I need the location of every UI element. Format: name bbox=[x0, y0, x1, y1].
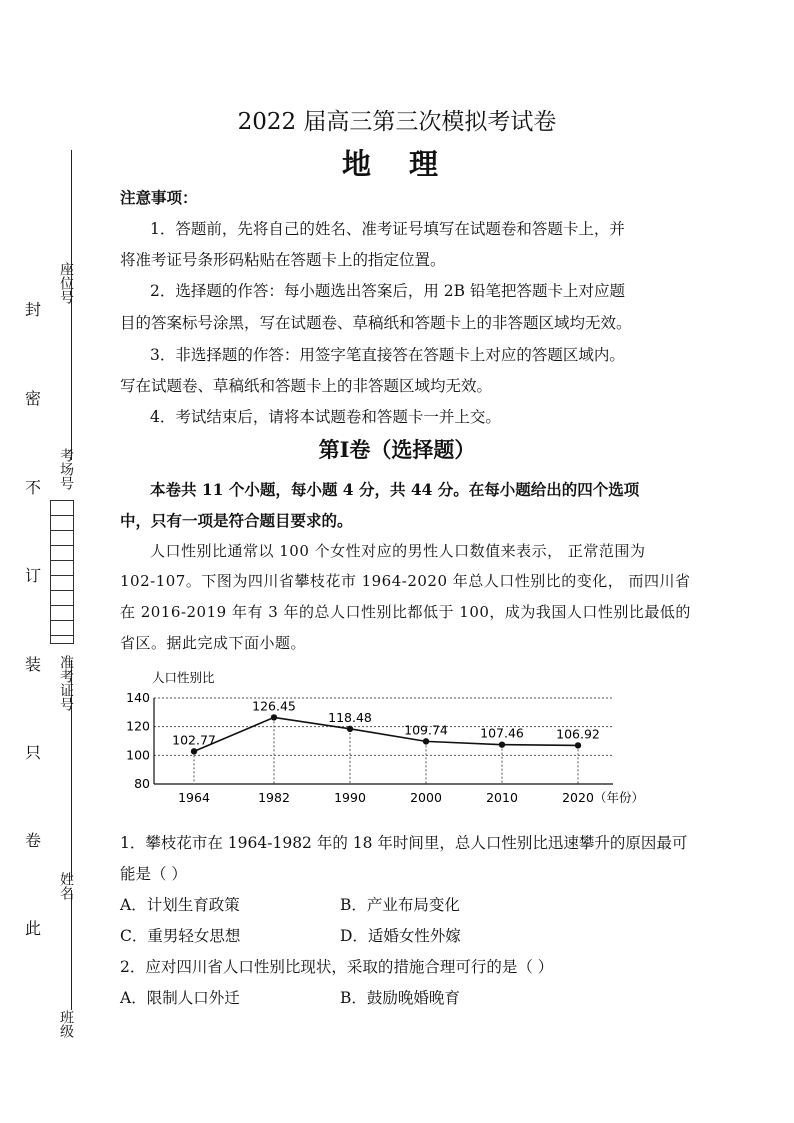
notice-item-4: 4．考试结束后，请将本试题卷和答题卡一并上交。 bbox=[150, 408, 501, 426]
passage-line-3: 在 2016-2019 年有 3 年的总人口性别比都低于 100，成为我国人口性别比最低的 bbox=[120, 603, 691, 621]
y-tick-120: 120 bbox=[126, 718, 150, 734]
data-point-2010 bbox=[499, 741, 505, 747]
q1-option-d[interactable]: D．适婚女性外嫁 bbox=[340, 927, 461, 945]
seal-char-2: 密 bbox=[25, 389, 42, 408]
data-point-1990 bbox=[347, 726, 353, 732]
name-label: 姓名 bbox=[58, 872, 74, 900]
notice-item-3b: 写在试题卷、草稿纸和答题卡上的非答题区域均无效。 bbox=[120, 377, 493, 395]
q2-option-a[interactable]: A．限制人口外迁 bbox=[120, 989, 240, 1007]
x-tick-2020: 2020 bbox=[562, 790, 594, 805]
data-label-1964: 102.77 bbox=[172, 732, 216, 748]
data-point-2000 bbox=[423, 738, 429, 744]
data-label-2010: 107.46 bbox=[480, 725, 524, 741]
notice-item-1b: 将准考证号条形码粘贴在答题卡上的指定位置。 bbox=[120, 251, 446, 269]
ticket-number-label: 准考证号 bbox=[58, 655, 74, 711]
notice-heading: 注意事项： bbox=[120, 188, 198, 207]
chart-svg bbox=[118, 664, 648, 814]
data-label-1982: 126.45 bbox=[252, 698, 296, 714]
seal-char-6: 只 bbox=[25, 743, 42, 762]
section-title: 第Ⅰ卷（选择题） bbox=[318, 437, 476, 462]
y-tick-80: 80 bbox=[134, 776, 150, 791]
section-instructions-a: 本卷共 11 个小题，每小题 4 分，共 44 分。在每小题给出的四个选项 bbox=[150, 480, 640, 499]
seal-char-3: 不 bbox=[25, 478, 42, 497]
subject-title: 地 理 bbox=[341, 147, 453, 181]
q1-option-b[interactable]: B．产业布局变化 bbox=[340, 896, 460, 914]
ticket-number-boxes bbox=[50, 500, 74, 644]
y-tick-100: 100 bbox=[126, 747, 150, 763]
seal-char-4: 订 bbox=[25, 566, 42, 585]
q1-option-a[interactable]: A．计划生育政策 bbox=[120, 896, 240, 914]
passage-line-1: 人口性别比通常以 100 个女性对应的男性人口数值来表示， 正常范围为 bbox=[150, 542, 646, 560]
notice-item-3a: 3．非选择题的作答：用签字笔直接答在答题卡上对应的答题区域内。 bbox=[150, 346, 625, 364]
data-point-1964 bbox=[191, 748, 197, 754]
seal-char-8: 此 bbox=[25, 919, 42, 938]
x-tick-1990: 1990 bbox=[334, 790, 366, 805]
passage-line-2: 102-107。下图为四川省攀枝花市 1964-2020 年总人口性别比的变化， 而四川省 bbox=[120, 572, 691, 590]
notice-item-2a: 2．选择题的作答：每小题选出答案后，用 2B 铅笔把答题卡上对应题 bbox=[150, 282, 625, 300]
seal-char-5: 装 bbox=[25, 655, 42, 674]
x-tick-2000: 2000 bbox=[410, 790, 442, 805]
class-label: 班级 bbox=[58, 1010, 74, 1038]
x-tick-1964: 1964 bbox=[178, 790, 210, 805]
passage-line-4: 省区。据此完成下面小题。 bbox=[120, 634, 307, 652]
notice-item-2b: 目的答案标号涂黑，写在试题卷、草稿纸和答题卡上的非答题区域均无效。 bbox=[120, 314, 632, 332]
data-point-1982 bbox=[271, 714, 277, 720]
section-instructions-b: 中，只有一项是符合题目要求的。 bbox=[120, 511, 353, 530]
sex-ratio-chart bbox=[118, 664, 648, 814]
exam-room-label: 考场号 bbox=[58, 448, 74, 490]
question-2: 2．应对四川省人口性别比现状，采取的措施合理可行的是（ ） bbox=[120, 958, 554, 976]
seal-char-7: 卷 bbox=[25, 831, 42, 850]
data-label-1990: 118.48 bbox=[328, 709, 372, 725]
chart-title: 人口性别比 bbox=[152, 670, 215, 685]
question-1a: 1．攀枝花市在 1964-1982 年的 18 年时间里，总人口性别比迅速攀升的原因最可 bbox=[120, 834, 688, 852]
y-tick-140: 140 bbox=[126, 690, 150, 705]
data-point-2020 bbox=[575, 742, 581, 748]
q1-option-c[interactable]: C．重男轻女思想 bbox=[120, 927, 241, 945]
data-label-2020: 106.92 bbox=[556, 726, 600, 742]
x-tick-2010: 2010 bbox=[486, 790, 518, 805]
question-1b: 能是（ ） bbox=[120, 865, 187, 883]
notice-item-1a: 1．答题前，先将自己的姓名、准考证号填写在试题卷和答题卡上，并 bbox=[150, 220, 625, 238]
seal-char-1: 封 bbox=[25, 300, 42, 319]
data-label-2000: 109.74 bbox=[404, 722, 448, 738]
seat-number-label: 座位号 bbox=[58, 262, 74, 304]
q2-option-b[interactable]: B．鼓励晚婚晚育 bbox=[340, 989, 460, 1007]
x-axis-unit: （年份） bbox=[594, 790, 645, 805]
x-tick-1982: 1982 bbox=[258, 790, 290, 805]
binding-line-4 bbox=[71, 890, 72, 1010]
exam-title: 2022 届高三第三次模拟考试卷 bbox=[237, 109, 557, 135]
